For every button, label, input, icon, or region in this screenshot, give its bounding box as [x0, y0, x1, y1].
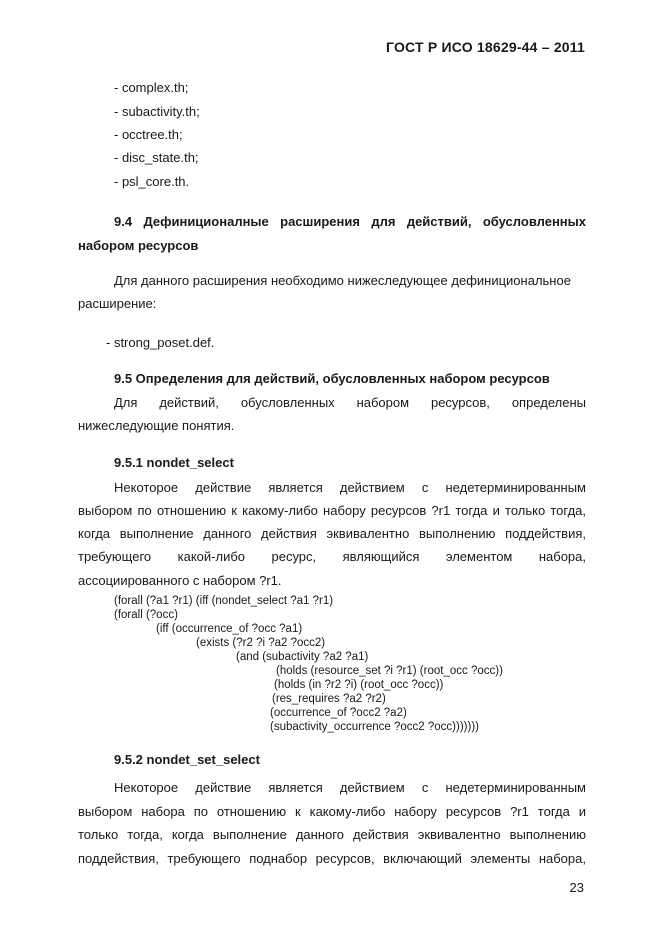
code-line: (res_requires ?a2 ?r2): [272, 693, 386, 705]
list-item: - strong_poset.def.: [106, 335, 215, 350]
paragraph-line: ассоциированного с набором ?r1.: [78, 573, 282, 588]
list-item: - subactivity.th;: [114, 104, 200, 119]
paragraph-line: Для данного расширения необходимо нижеследующее дефинициональное: [114, 273, 571, 288]
list-item: - disc_state.th;: [114, 150, 199, 165]
paragraph-line: нижеследующие понятия.: [78, 418, 235, 433]
paragraph-line: требующего какой-либо ресурс, являющийся элементом набора,: [78, 549, 586, 564]
section-heading-9-5-1: 9.5.1 nondet_select: [114, 455, 234, 470]
page-number: 23: [569, 880, 584, 895]
section-heading-9-4-cont: набором ресурсов: [78, 238, 199, 253]
list-item: - psl_core.th.: [114, 174, 190, 189]
code-line: (iff (occurrence_of ?occ ?a1): [156, 623, 303, 635]
section-heading-9-4: 9.4 Дефиниционалные расширения для действий, обусловленных: [114, 214, 586, 229]
list-item: - occtree.th;: [114, 127, 183, 142]
paragraph-line: поддействия, требующего поднабор ресурсов, включающий элементы набора,: [78, 851, 586, 866]
paragraph-line: выбором набора по отношению к какому-либо набору ресурсов ?r1 тогда и: [78, 804, 586, 819]
code-line: (subactivity_occurrence ?occ2 ?occ))))))): [270, 721, 479, 733]
paragraph-line: расширение:: [78, 296, 157, 311]
code-line: (occurrence_of ?occ2 ?a2): [270, 707, 407, 719]
paragraph-line: только тогда, когда выполнение данного действия эквивалентно выполнению: [78, 827, 586, 842]
code-line: (forall (?occ): [114, 609, 178, 621]
list-item: - complex.th;: [114, 80, 189, 95]
paragraph-line: Некоторое действие является действием с недетерминированным: [114, 780, 586, 795]
code-line: (holds (in ?r2 ?i) (root_occ ?occ)): [274, 679, 444, 691]
document-header: ГОСТ Р ИСО 18629-44 – 2011: [386, 39, 585, 55]
paragraph-line: Для действий, обусловленных набором ресурсов, определены: [114, 395, 586, 410]
code-line: (forall (?a1 ?r1) (iff (nondet_select ?a1 ?r1): [114, 595, 334, 607]
section-heading-9-5: 9.5 Определения для действий, обусловленных набором ресурсов: [114, 371, 550, 386]
code-line: (exists (?r2 ?i ?a2 ?occ2): [196, 637, 326, 649]
section-heading-9-5-2: 9.5.2 nondet_set_select: [114, 752, 260, 767]
code-line: (holds (resource_set ?i ?r1) (root_occ ?occ)): [276, 665, 503, 677]
code-line: (and (subactivity ?a2 ?a1): [236, 651, 369, 663]
paragraph-line: выбором по отношению к какому-либо набору ресурсов ?r1 тогда и только тогда,: [78, 503, 586, 518]
paragraph-line: когда выполнение данного действия эквивалентно выполнению поддействия,: [78, 526, 586, 541]
paragraph-line: Некоторое действие является действием с недетерминированным: [114, 480, 586, 495]
